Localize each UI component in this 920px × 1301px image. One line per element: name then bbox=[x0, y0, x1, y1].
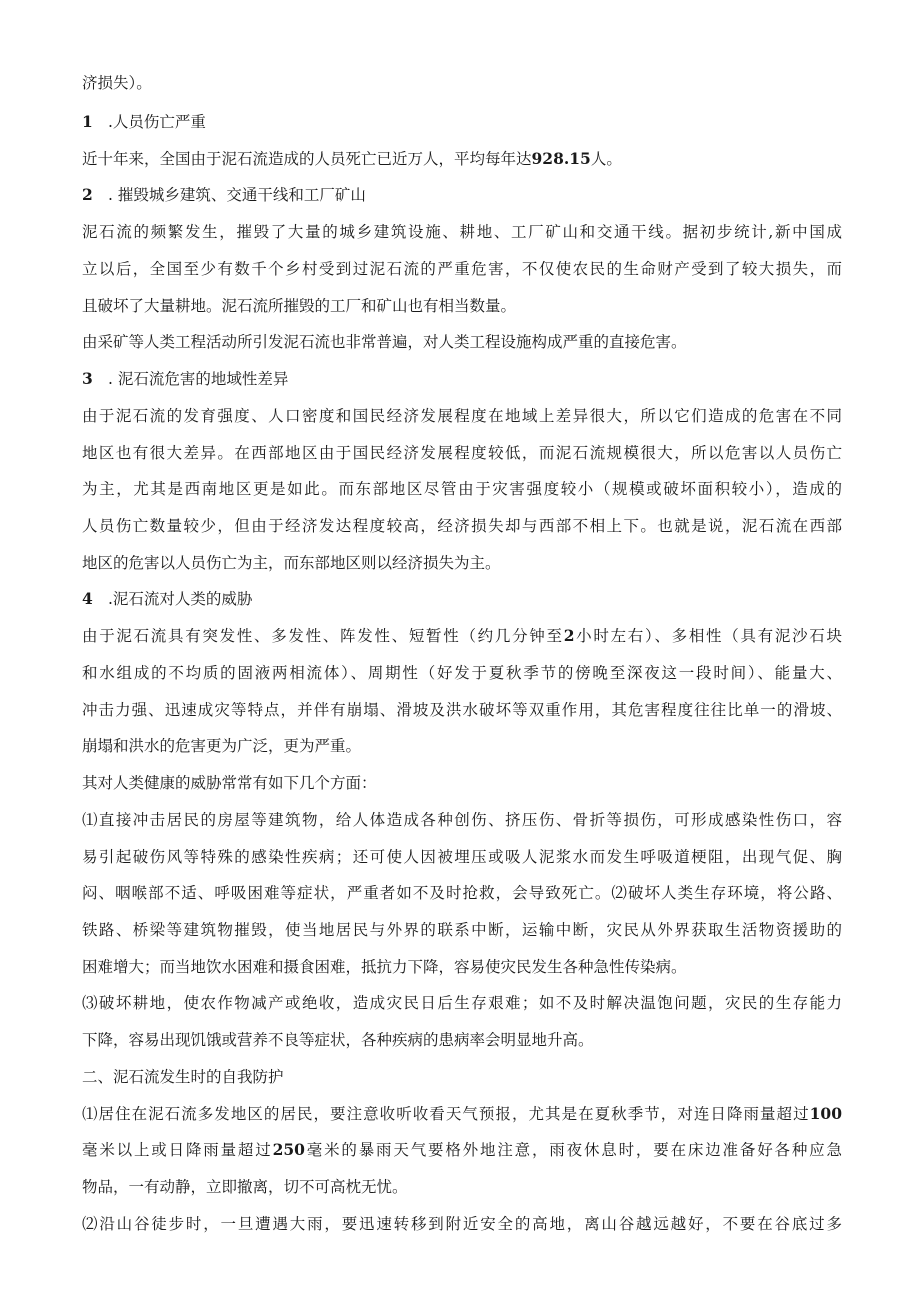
line-text: 且破坏了大量耕地。泥石流所摧毁的工厂和矿山也有相当数量。 bbox=[82, 297, 517, 315]
line-text: 和水组成的不均质的固液两相流体）、周期性（好发于夏秋季节的傍晚至深夜这一段时间）、能量大、 bbox=[82, 664, 842, 682]
paragraph-line bbox=[82, 735, 842, 757]
line-text: 人。 bbox=[590, 150, 622, 168]
line-text: 闷、咽喉部不适、呼吸困难等症状，严重者如不及时抢救，会导致死亡。⑵破坏人类生存环境，将公路、 bbox=[82, 884, 842, 902]
line-text: 铁路、桥梁等建筑物摧毁，使当地居民与外界的联系中断，运输中断，灾民从外界获取生活物资援助的 bbox=[82, 921, 842, 939]
paragraph-line bbox=[82, 1176, 842, 1198]
line-text: 地区的危害以人员伤亡为主，而东部地区则以经济损失为主。 bbox=[82, 554, 501, 572]
paragraph-line bbox=[82, 1213, 842, 1235]
paragraph-line bbox=[82, 1029, 842, 1051]
line-text: 由于泥石流的发育强度、人口密度和国民经济发展程度在地域上差异很大，所以它们造成的危害在不同 bbox=[82, 407, 842, 425]
line-text: 易引起破伤风等特殊的感染性疾病；还可使人因被埋压或吸人泥浆水而发生呼吸道梗阻，出现气促、胸 bbox=[82, 848, 842, 866]
line-text: 崩塌和洪水的危害更为广泛，更为严重。 bbox=[82, 737, 362, 755]
paragraph-line bbox=[82, 405, 842, 427]
section-heading bbox=[82, 184, 842, 206]
paragraph-line bbox=[82, 846, 842, 868]
section-heading bbox=[82, 111, 842, 133]
section-heading bbox=[82, 588, 842, 610]
heading-text: . 摧毁城乡建筑、交通干线和工厂矿山 bbox=[108, 186, 366, 204]
paragraph-line bbox=[82, 552, 842, 574]
section-title-text: 二、泥石流发生时的自我防护 bbox=[82, 1068, 284, 1086]
line-text: 由采矿等人类工程活动所引发泥石流也非常普遍，对人类工程设施构成严重的直接危害。 bbox=[82, 333, 687, 351]
paragraph-line bbox=[82, 148, 842, 170]
paragraph-line bbox=[82, 772, 842, 794]
heading-text: . 泥石流危害的地域性差异 bbox=[108, 370, 289, 388]
bold-number: 250 bbox=[272, 1140, 305, 1159]
line-text: 为主，尤其是西南地区更是如此。而东部地区尽管由于灾害强度较小（规模或破坏面积较小），造成的 bbox=[82, 480, 842, 498]
line-text: 地区也有很大差异。在西部地区由于国民经济发展程度较低，而泥石流规模很大，所以危害以人员伤亡 bbox=[82, 444, 842, 462]
paragraph-line bbox=[82, 478, 842, 500]
line-text: 济损失）。 bbox=[82, 74, 152, 92]
bold-number: 2 bbox=[563, 626, 575, 645]
heading-number: 1 bbox=[82, 112, 93, 131]
line-text: 人员伤亡数量较少，但由于经济发达程度较高，经济损失却与西部不相上下。也就是说，泥石流在西部 bbox=[82, 517, 842, 535]
paragraph-line bbox=[82, 809, 842, 831]
line-text: 毫米以上或日降雨量超过 bbox=[82, 1141, 273, 1159]
paragraph-line bbox=[82, 956, 842, 978]
paragraph-line bbox=[82, 919, 842, 941]
line-text: ⑴居住在泥石流多发地区的居民，要注意收听收看天气预报，尤其是在夏秋季节，对连日降雨量超过 bbox=[82, 1105, 810, 1123]
line-text: 由于泥石流具有突发性、多发性、阵发性、短暂性（约几分钟至 bbox=[82, 627, 564, 645]
line-text: 下降，容易出现饥饿或营养不良等症状，各种疾病的患病率会明显地升高。 bbox=[82, 1031, 594, 1049]
paragraph-line bbox=[82, 882, 842, 904]
line-text: 立以后，全国至少有数千个乡村受到过泥石流的严重危害，不仅使农民的生命财产受到了较大损失，而 bbox=[82, 260, 842, 278]
paragraph-line bbox=[82, 625, 842, 647]
heading-text: .泥石流对人类的威胁 bbox=[108, 590, 253, 608]
bold-number: 928.15 bbox=[531, 149, 591, 168]
heading-text: .人员伤亡严重 bbox=[108, 113, 206, 131]
section-heading bbox=[82, 368, 842, 390]
line-text: ⑵沿山谷徒步时，一旦遭遇大雨，要迅速转移到附近安全的高地，离山谷越远越好，不要在谷底过多 bbox=[82, 1215, 842, 1233]
paragraph-line bbox=[82, 295, 842, 317]
heading-number: 2 bbox=[82, 185, 93, 204]
paragraph-line bbox=[82, 699, 842, 721]
line-text: 小时左右）、多相性（具有泥沙石块 bbox=[574, 627, 842, 645]
paragraph-line bbox=[82, 1139, 842, 1161]
line-text: 困难增大；而当地饮水困难和摄食困难，抵抗力下降，容易使灾民发生各种急性传染病。 bbox=[82, 958, 687, 976]
paragraph-line bbox=[82, 442, 842, 464]
line-text: 其对人类健康的威胁常常有如下几个方面： bbox=[82, 774, 377, 792]
line-text: 毫米的暴雨天气要格外地注意，雨夜休息时，要在床边准备好各种应急 bbox=[304, 1141, 842, 1159]
paragraph-line bbox=[82, 515, 842, 537]
line-text: ⑴直接冲击居民的房屋等建筑物，给人体造成各种创伤、挤压伤、骨折等损伤，可形成感染性伤口，容 bbox=[82, 811, 842, 829]
heading-number: 4 bbox=[82, 589, 93, 608]
line-text: 泥石流的频繁发生，摧毁了大量的城乡建筑设施、耕地、工厂矿山和交通干线。据初步统计,新中国成 bbox=[82, 223, 842, 241]
paragraph-line bbox=[82, 72, 842, 94]
section-title bbox=[82, 1066, 842, 1088]
line-text: ⑶破坏耕地，使农作物减产或绝收，造成灾民日后生存艰难；如不及时解决温饱问题，灾民的生存能力 bbox=[82, 994, 842, 1012]
line-text: 近十年来，全国由于泥石流造成的人员死亡已近万人，平均每年达 bbox=[82, 150, 532, 168]
paragraph-line bbox=[82, 662, 842, 684]
line-text: 冲击力强、迅速成灾等特点，并伴有崩塌、滑坡及洪水破坏等双重作用，其危害程度往往比单一的滑坡、 bbox=[82, 701, 842, 719]
heading-number: 3 bbox=[82, 369, 93, 388]
bold-number: 100 bbox=[809, 1104, 842, 1123]
paragraph-line bbox=[82, 221, 842, 243]
paragraph-line bbox=[82, 331, 842, 353]
paragraph-line bbox=[82, 992, 842, 1014]
line-text: 物品，一有动静，立即撤离，切不可高枕无忧。 bbox=[82, 1178, 408, 1196]
paragraph-line bbox=[82, 1103, 842, 1125]
paragraph-line bbox=[82, 258, 842, 280]
